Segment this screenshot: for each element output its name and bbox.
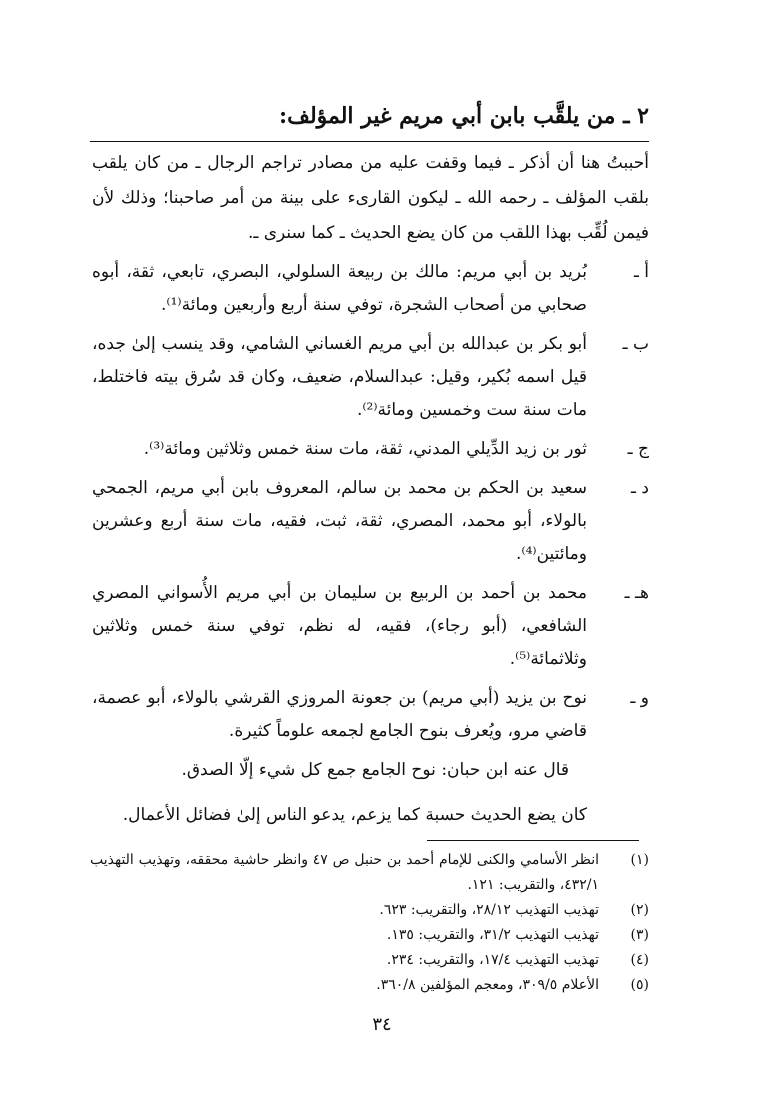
entry-item: [92, 577, 649, 676]
intro-paragraph: أحببتُ هنا أن أذكر ـ فيما وقفت عليه من مصادر تراجم الرجال ـ من كان يلقب بلقب المؤلف ـ رحمه الله ـ ليكون القارىء على بينة من أمر صاحبنا؛ وذلك لأن فيمن لُقِّب بهذا اللقب من كان يضع الحديث ـ كما سنرى ـ.: [92, 153, 649, 243]
entry-item: [92, 682, 649, 748]
footnote-text: انظر الأسامي والكنى للإمام أحمد بن حنبل ص ٤٧ وانظر حاشية محققه، وتهذيب التهذيب ٤٣٢/١، والتقريب: ١٢١.: [90, 852, 599, 893]
entry-letter: ج ـ: [627, 439, 649, 459]
entries-list: [92, 256, 649, 844]
footnote-number: (٣): [630, 927, 649, 943]
entry-letter: هـ ـ: [624, 583, 649, 603]
entry-item: [92, 328, 649, 427]
quote-paragraph: قال عنه ابن حبان: نوح الجامع جمع كل شيء إلّا الصدق.: [181, 760, 569, 780]
footnotes-list: [90, 848, 649, 998]
footnote-number: (٤): [630, 952, 649, 968]
closing-paragraph: كان يضع الحديث حسبة كما يزعم، يدعو الناس إلىٰ فضائل الأعمال.: [122, 805, 587, 825]
footnote-text: تهذيب التهذيب ١٧/٤، والتقريب: ٢٣٤.: [386, 952, 599, 968]
footnote-number: (٢): [630, 902, 649, 918]
footnote-item: [90, 898, 649, 923]
entry-text: بُريد بن أبي مريم: مالك بن ربيعة السلولي، البصري، تابعي، ثقة، أبوه صحابي من أصحاب الشجرة، توفي سنة أربع وأربعين ومائة⁽¹⁾.: [92, 262, 587, 315]
footnote-text: الأعلام ٣٠٩/٥، ومعجم المؤلفين ٣٦٠/٨.: [376, 977, 599, 993]
section-heading: ٢ ـ من يلقَّب بابن أبي مريم غير المؤلف:: [279, 103, 649, 129]
entry-text: أبو بكر بن عبدالله بن أبي مريم الغساني الشامي، وقد ينسب إلىٰ جده، قيل اسمه بُكير، وقيل: عبدالسلام، ضعيف، وكان قد سُرق بيته فاختلط، مات سنة ست وخمسين ومائة⁽²⁾.: [92, 334, 587, 420]
entry-text: نوح بن يزيد (أبي مريم) بن جعونة المروزي القرشي بالولاء، أبو عصمة، قاضي مرو، ويُعرف بنوح الجامع لجمعه علوماً كثيرة.: [92, 688, 587, 741]
footnote-item: [90, 948, 649, 973]
entry-letter: و ـ: [630, 688, 649, 708]
entry-letter: أ ـ: [633, 262, 649, 282]
footnote-separator: [427, 840, 639, 841]
heading-rule: [90, 141, 649, 142]
entry-text: ثور بن زيد الدِّيلي المدني، ثقة، مات سنة خمس وثلاثين ومائة⁽³⁾.: [143, 439, 587, 459]
entry-text: محمد بن أحمد بن الربيع بن سليمان بن أبي مريم الأُسواني المصري الشافعي، (أبو رجاء)، فقيه، له نظم، توفي سنة خمس وثلاثين وثلاثمائة⁽⁵⁾.: [92, 583, 587, 669]
entry-letter: ب ـ: [622, 334, 649, 354]
entry-item: [92, 472, 649, 571]
footnote-text: تهذيب التهذيب ٣١/٢، والتقريب: ١٣٥.: [386, 927, 599, 943]
entry-item: [92, 433, 649, 466]
footnote-item: [90, 848, 649, 898]
footnote-number: (١): [630, 852, 649, 868]
entry-text: سعيد بن الحكم بن محمد بن سالم، المعروف بابن أبي مريم، الجمحي بالولاء، أبو محمد، المصري، ثقة، ثبت، فقيه، مات سنة أربع وعشرين ومائتين⁽⁴⁾.: [92, 478, 587, 564]
footnote-text: تهذيب التهذيب ٢٨/١٢، والتقريب: ٦٢٣.: [379, 902, 599, 918]
footnote-item: [90, 973, 649, 998]
page-number: ٣٤: [372, 1014, 392, 1035]
entry-item: [92, 256, 649, 322]
footnote-number: (٥): [630, 977, 649, 993]
entry-letter: د ـ: [631, 478, 649, 498]
footnote-item: [90, 923, 649, 948]
